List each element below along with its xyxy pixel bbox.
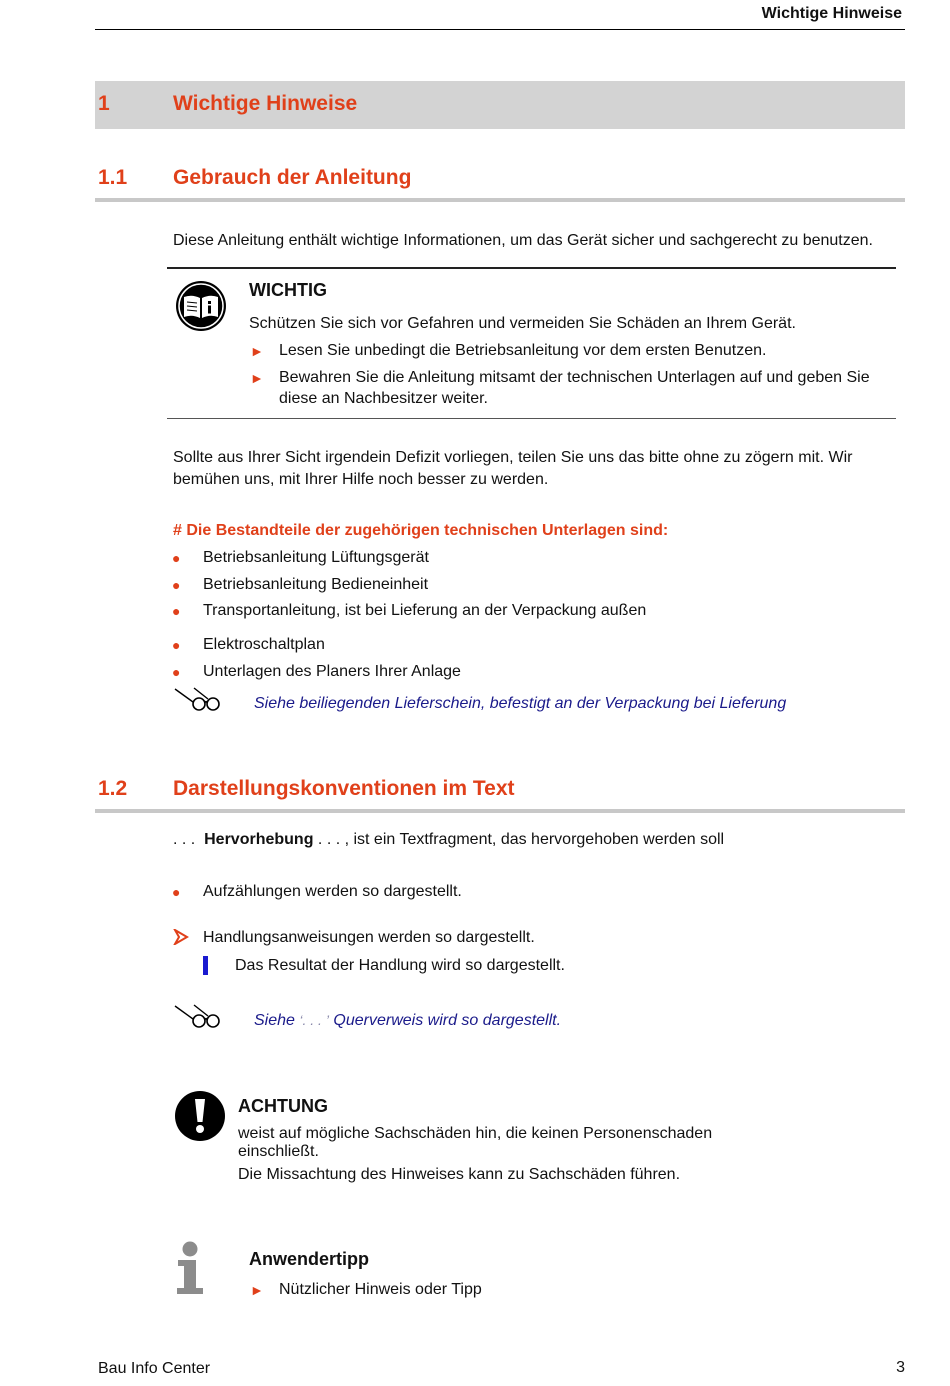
caution-text: Die Missachtung des Hinweises kann zu Sachschäden führen. (238, 1166, 681, 1183)
crossref-example (254, 1012, 561, 1030)
notice-item: Lesen Sie unbedingt die Betriebsanleitung vor dem ersten Benutzen. (279, 342, 767, 359)
intro-text: Diese Anleitung enthält wichtige Informationen, um das Gerät sicher und sachgerecht zu benutzen. (173, 232, 873, 249)
page-number: 3 (896, 1359, 905, 1376)
running-header: Wichtige Hinweise (761, 5, 902, 22)
list-example: Aufzählungen werden so dargestellt. (203, 883, 462, 900)
footer-company: Bau Info Center (98, 1360, 211, 1377)
crossref-prefix: Siehe (254, 1012, 295, 1029)
see-reference-note: Siehe beiliegenden Lieferschein, befestigt an der Verpackung bei Lieferung (254, 695, 787, 712)
components-heading: # Die Bestandteile der zugehörigen technischen Unterlagen sind: (173, 522, 669, 539)
bullet-dot-icon: ● (172, 577, 181, 593)
crossref-quote: ‘. . . ’ (299, 1012, 329, 1028)
section-rule (95, 198, 905, 202)
section-title: Darstellungskonventionen im Text (173, 777, 515, 800)
emphasis-suffix: . . . , ist ein Textfragment, das hervorgehoben werden soll (317, 831, 725, 848)
notice-bottom-rule (167, 418, 896, 419)
chapter-title: Wichtige Hinweise (173, 92, 358, 115)
result-bar-icon (203, 956, 208, 975)
notice-item: Bewahren Sie die Anleitung mitsamt der technischen Unterlagen auf und geben Sie (279, 369, 870, 386)
section-number: 1.1 (98, 166, 128, 189)
list-item: Unterlagen des Planers Ihrer Anlage (203, 663, 461, 680)
result-example: Das Resultat der Handlung wird so dargestellt. (235, 957, 565, 974)
manual-book-icon (175, 280, 227, 332)
crossref-text: Querverweis wird so dargestellt. (333, 1012, 562, 1029)
notice-title: WICHTIG (249, 280, 327, 300)
emphasis-word: Hervorhebung (204, 831, 314, 848)
caution-text: einschließt. (238, 1143, 319, 1160)
bullet-dot-icon: ● (172, 603, 181, 619)
glasses-icon (172, 686, 222, 712)
notice-item-continued: diese an Nachbesitzer weiter. (279, 390, 488, 407)
bullet-dot-icon: ● (172, 637, 181, 653)
glasses-icon (172, 1003, 222, 1029)
chapter-number: 1 (98, 92, 110, 115)
feedback-line: Sollte aus Ihrer Sicht irgendein Defizit vorliegen, teilen Sie uns das bitte ohne zu zögern mit. Wir (173, 449, 853, 466)
emphasis-example (173, 831, 724, 849)
section-rule (95, 809, 905, 813)
action-example: Handlungsanweisungen werden so dargestellt. (203, 929, 535, 946)
caution-text: weist auf mögliche Sachschäden hin, die keinen Personenschaden (238, 1125, 713, 1142)
triangle-bullet-icon: ► (250, 343, 264, 359)
info-icon (175, 1241, 207, 1295)
bullet-dot-icon: ● (172, 884, 181, 900)
list-item: Betriebsanleitung Lüftungsgerät (203, 549, 429, 566)
list-item: Elektroschaltplan (203, 636, 325, 653)
section-title: Gebrauch der Anleitung (173, 166, 412, 189)
bullet-dot-icon: ● (172, 550, 181, 566)
exclamation-icon (174, 1090, 226, 1142)
section-number: 1.2 (98, 777, 128, 800)
tip-title: Anwendertipp (249, 1249, 369, 1269)
arrowhead-bullet-icon (173, 929, 189, 945)
triangle-bullet-icon: ► (250, 1282, 264, 1298)
notice-top-rule (167, 267, 896, 269)
header-rule (95, 29, 905, 30)
bullet-dot-icon: ● (172, 664, 181, 680)
notice-text: Schützen Sie sich vor Gefahren und vermeiden Sie Schäden an Ihrem Gerät. (249, 315, 796, 332)
list-item: Transportanleitung, ist bei Lieferung an der Verpackung außen (203, 602, 647, 619)
feedback-line: bemühen uns, mit Ihrer Hilfe noch besser zu werden. (173, 471, 549, 488)
caution-title: ACHTUNG (238, 1096, 328, 1116)
tip-item: Nützlicher Hinweis oder Tipp (279, 1281, 482, 1298)
triangle-bullet-icon: ► (250, 370, 264, 386)
list-item: Betriebsanleitung Bedieneinheit (203, 576, 429, 593)
emphasis-prefix: . . . (173, 831, 196, 848)
